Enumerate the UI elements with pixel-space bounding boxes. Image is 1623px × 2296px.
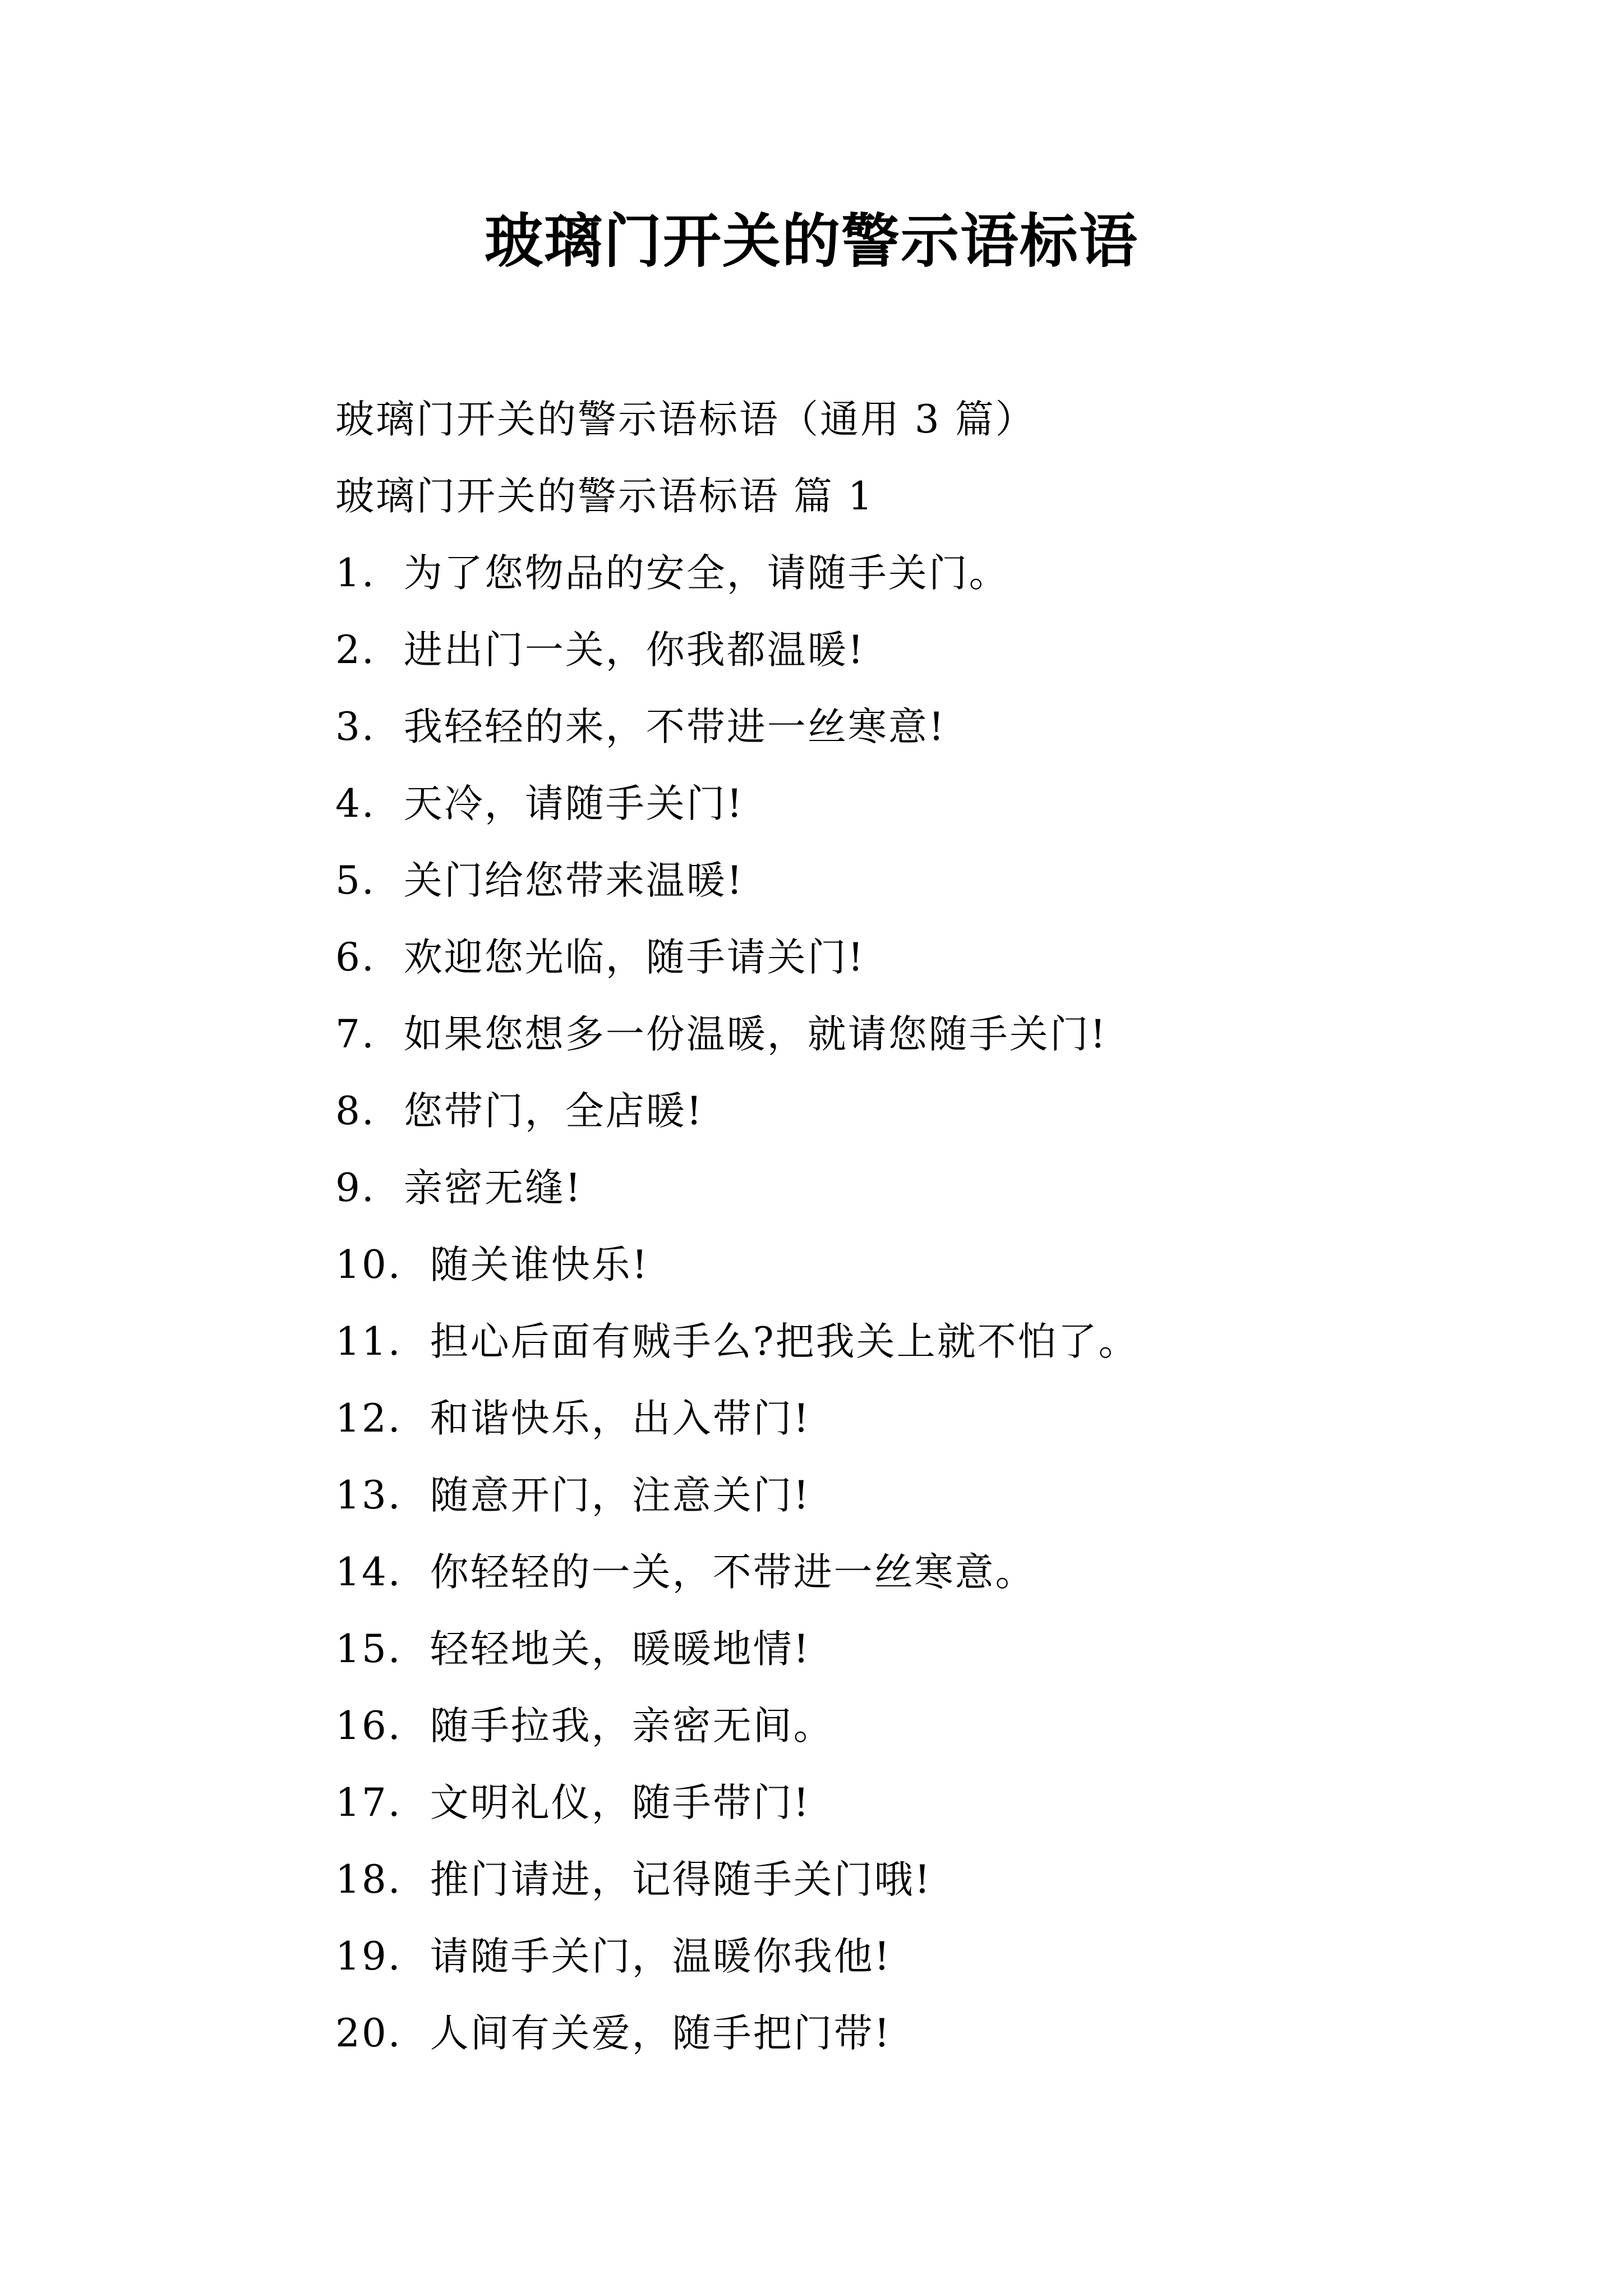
list-item <box>335 1073 1513 1150</box>
item-number: 15. <box>335 1627 402 1672</box>
item-number: 18. <box>335 1857 402 1902</box>
item-text: 担心后面有贼手么?把我关上就不怕了。 <box>430 1319 1139 1364</box>
list-item <box>335 1918 1513 1995</box>
item-text: 文明礼仪，随手带门! <box>430 1780 811 1825</box>
item-text: 您带门，全店暖! <box>403 1089 704 1134</box>
item-number: 9. <box>335 1166 376 1211</box>
list-item <box>335 996 1513 1073</box>
item-number: 14. <box>335 1550 402 1595</box>
list-item <box>335 1842 1513 1918</box>
item-text: 你轻轻的一关，不带进一丝寒意。 <box>430 1550 1036 1595</box>
item-text: 轻轻地关，暖暖地情! <box>430 1627 811 1672</box>
item-number: 2. <box>335 628 376 673</box>
item-number: 13. <box>335 1473 402 1518</box>
item-text: 欢迎您光临，随手请关门! <box>403 935 865 980</box>
document-subtitle: 玻璃门开关的警示语标语（通用 3 篇） <box>335 397 1036 442</box>
item-number: 10. <box>335 1243 402 1287</box>
item-number: 11. <box>335 1319 402 1364</box>
item-number: 8. <box>335 1089 376 1134</box>
item-number: 5. <box>335 858 376 903</box>
item-text: 请随手关门，温暖你我他! <box>430 1934 892 1979</box>
item-number: 17. <box>335 1780 402 1825</box>
item-text: 为了您物品的安全，请随手关门。 <box>403 551 1009 596</box>
list-item <box>335 1611 1513 1688</box>
item-text: 推门请进，记得随手关门哦! <box>430 1857 932 1902</box>
item-number: 20. <box>335 2011 402 2056</box>
item-number: 1. <box>335 551 376 596</box>
item-text: 随关谁快乐! <box>430 1243 649 1287</box>
list-item <box>335 843 1513 919</box>
item-number: 3. <box>335 705 376 749</box>
section-heading: 玻璃门开关的警示语标语 篇 1 <box>335 474 874 519</box>
list-item <box>335 1688 1513 1765</box>
item-text: 如果您想多一份温暖，就请您随手关门! <box>403 1012 1108 1057</box>
list-item <box>335 1995 1513 2072</box>
list-item <box>335 1765 1513 1842</box>
item-number: 4. <box>335 781 376 826</box>
list-item <box>335 766 1513 843</box>
item-number: 12. <box>335 1396 402 1441</box>
item-number: 19. <box>335 1934 402 1979</box>
item-text: 亲密无缝! <box>403 1166 583 1211</box>
item-text: 随意开门，注意关门! <box>430 1473 811 1518</box>
document-body <box>335 381 1513 2072</box>
list-item <box>335 1304 1513 1381</box>
list-item <box>335 919 1513 996</box>
list-item <box>335 689 1513 766</box>
list-item <box>335 1381 1513 1457</box>
list-item <box>335 612 1513 689</box>
item-text: 关门给您带来温暖! <box>403 858 744 903</box>
item-text: 人间有关爱，随手把门带! <box>430 2011 892 2056</box>
list-item <box>335 1150 1513 1227</box>
item-text: 随手拉我，亲密无间。 <box>430 1704 834 1749</box>
list-item <box>335 1457 1513 1534</box>
list-item <box>335 1534 1513 1611</box>
item-text: 和谐快乐，出入带门! <box>430 1396 811 1441</box>
document-title: 玻璃门开关的警示语标语 <box>484 206 1138 275</box>
item-number: 16. <box>335 1704 402 1749</box>
item-text: 我轻轻的来，不带进一丝寒意! <box>403 705 946 749</box>
item-text: 进出门一关，你我都温暖! <box>403 628 865 673</box>
item-number: 6. <box>335 935 376 980</box>
list-item <box>335 535 1513 612</box>
item-text: 天冷，请随手关门! <box>403 781 744 826</box>
list-item <box>335 1227 1513 1304</box>
item-number: 7. <box>335 1012 376 1057</box>
